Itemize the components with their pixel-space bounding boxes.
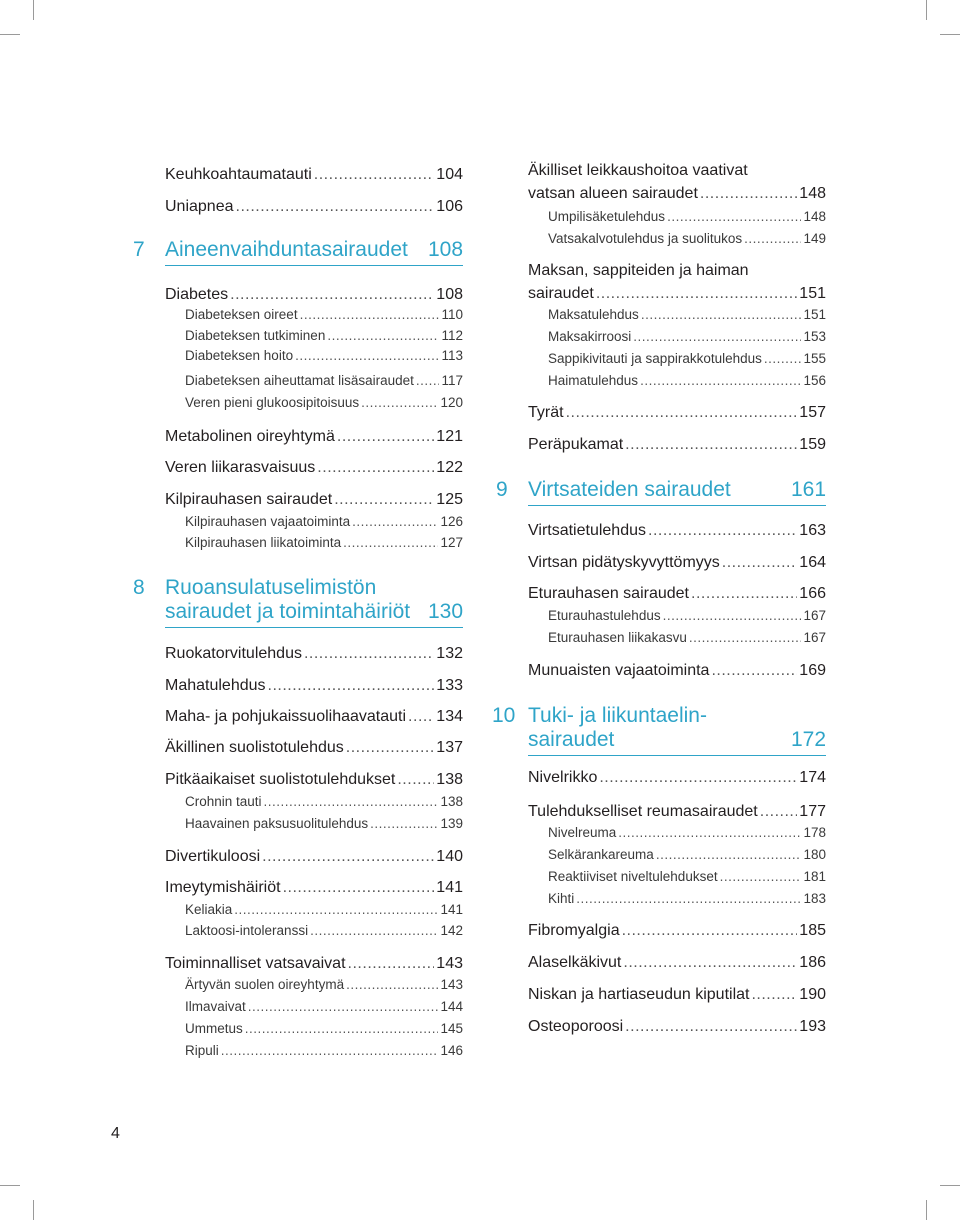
toc-entry-page: 155 (803, 351, 826, 366)
dot-leader (751, 986, 797, 1004)
toc-entry-title: Diabetes (165, 286, 229, 303)
toc-entry-title: Veren pieni glukoosipitoisuus (185, 395, 360, 410)
dot-leader (663, 608, 802, 623)
toc-entry-page: 151 (803, 307, 826, 322)
dot-leader (566, 404, 798, 422)
toc-entry-title: Pitkäaikaiset suolistotulehdukset (165, 771, 396, 788)
dot-leader (691, 585, 797, 603)
toc-entry-page: 164 (799, 554, 826, 571)
toc-entry-page: 143 (440, 977, 463, 992)
toc-entry-title: Maksakirroosi (548, 329, 632, 344)
toc-entry-title: Nivelrikko (528, 769, 598, 786)
toc-entry-page: 174 (799, 769, 826, 786)
toc-entry-title: Umpilisäketulehdus (548, 209, 666, 224)
toc-entry-title: Vatsakalvotulehdus ja suolitukos (548, 231, 743, 246)
dot-leader (744, 231, 801, 246)
section-number: 10 (492, 704, 516, 727)
toc-entry[interactable] (528, 662, 826, 680)
dot-leader (711, 662, 797, 680)
toc-entry-title: Äkillinen suolistotulehdus (165, 739, 344, 756)
toc-entry[interactable] (548, 869, 826, 884)
toc-entry-page: 142 (440, 923, 463, 938)
toc-entry-page: 180 (803, 847, 826, 862)
toc-entry-title: Eturauhasen liikakasvu (548, 630, 687, 645)
toc-entry-page: 167 (803, 608, 826, 623)
toc-entry[interactable] (548, 630, 826, 645)
toc-entry[interactable] (528, 954, 826, 972)
toc-entry-page: 163 (799, 522, 826, 539)
toc-entry-title: Imeytymishäiriöt (165, 879, 281, 896)
toc-entry-page: 139 (440, 816, 463, 831)
toc-entry-title: Virtsatietulehdus (528, 522, 646, 539)
toc-entry[interactable] (528, 522, 826, 540)
toc-entry-page: 134 (436, 708, 463, 725)
dot-leader (700, 185, 797, 203)
toc-entry-page: 146 (440, 1043, 463, 1058)
toc-entry[interactable] (548, 608, 826, 623)
toc-entry-title: Peräpukamat (528, 436, 624, 453)
page-number: 4 (111, 1125, 120, 1142)
dot-leader (720, 869, 802, 884)
dot-leader (596, 285, 797, 303)
dot-leader (625, 1018, 797, 1036)
section-underline (528, 505, 826, 506)
dot-leader (764, 351, 802, 366)
toc-entry-page: 138 (436, 771, 463, 788)
toc-entry-page: 193 (799, 1018, 826, 1035)
crop-mark (940, 1185, 960, 1186)
toc-entry-page: 177 (799, 803, 826, 820)
dot-leader (618, 825, 801, 840)
toc-entry-title: Sappikivitauti ja sappirakkotulehdus (548, 351, 762, 366)
toc-entry-title: Ripuli (185, 1043, 219, 1058)
toc-entry-title: Ärtyvän suolen oireyhtymä (185, 977, 345, 992)
section-page: 108 (428, 238, 464, 261)
toc-entry[interactable] (528, 922, 826, 940)
dot-leader (722, 554, 798, 572)
toc-entry-page: 190 (799, 986, 826, 1003)
toc-entry[interactable] (528, 1018, 826, 1036)
section-number: 8 (133, 576, 145, 599)
dot-leader (599, 769, 797, 787)
toc-entry[interactable] (548, 373, 826, 388)
section-page: 130 (428, 600, 464, 623)
toc-entry-title: Kilpirauhasen liikatoiminta (185, 535, 342, 550)
toc-entry-page: 157 (799, 404, 826, 421)
toc-entry-page: 159 (799, 436, 826, 453)
toc-entry-page: 120 (440, 395, 463, 410)
crop-mark (33, 1200, 34, 1220)
toc-entry[interactable] (548, 825, 826, 840)
toc-entry-page: 121 (436, 428, 463, 445)
section-title-line2: sairaudet (528, 728, 615, 751)
toc-entry-title: Metabolinen oireyhtymä (165, 428, 335, 445)
toc-entry-title: Selkärankareuma (548, 847, 654, 862)
section-title-line1: Tuki- ja liikuntaelin- (528, 704, 707, 727)
crop-mark (0, 1185, 20, 1186)
toc-entry-page: 167 (803, 630, 826, 645)
section-title: Aineenvaihduntasairaudet (165, 238, 408, 261)
section-title-line2: sairaudet ja toimintahäiriöt (165, 600, 411, 623)
toc-entry-title: Nivelreuma (548, 825, 617, 840)
toc-entry[interactable] (548, 351, 826, 366)
toc-entry-title: Kihti (548, 891, 575, 906)
section-page: 161 (791, 478, 827, 501)
toc-entry-title: Diabeteksen aiheuttamat lisäsairaudet (185, 373, 414, 388)
toc-entry-page: 148 (803, 209, 826, 224)
dot-leader (625, 436, 797, 454)
section-title-line1: Ruoansulatuselimistön (165, 576, 377, 599)
toc-entry-page: 108 (436, 286, 463, 303)
toc-entry-title: Maha- ja pohjukaissuolihaavatauti (165, 708, 407, 725)
toc-entry-title: Niskan ja hartiaseudun kiputilat (528, 986, 750, 1003)
dot-leader (667, 209, 801, 224)
toc-entry-title: Virtsan pidätyskyvyttömyys (528, 554, 720, 571)
dot-leader (689, 630, 802, 645)
dot-leader (641, 307, 802, 322)
toc-entry-title: Eturauhastulehdus (548, 608, 661, 623)
section-10-heading[interactable] (0, 704, 960, 760)
section-9-heading[interactable] (0, 478, 960, 508)
toc-entry[interactable] (548, 209, 826, 224)
toc-entry-title: Haimatulehdus (548, 373, 639, 388)
toc-entry-page: 145 (440, 1021, 463, 1036)
toc-entry-title: Ilmavaivat (185, 999, 246, 1014)
dot-leader (656, 847, 802, 862)
entry-heading-line: Äkilliset leikkaushoitoa vaativat (528, 162, 748, 179)
toc-entry-title: Reaktiiviset niveltulehdukset (548, 869, 718, 884)
toc-entry-page: 104 (436, 166, 463, 183)
toc-entry-title: Crohnin tauti (185, 794, 262, 809)
dot-leader (576, 891, 801, 906)
toc-entry-title: Tyrät (528, 404, 564, 421)
toc-entry[interactable] (548, 231, 826, 246)
toc-entry-title: Divertikuloosi (165, 848, 261, 865)
toc-entry[interactable] (548, 307, 826, 322)
toc-entry-page: 141 (440, 902, 463, 917)
toc-entry-page: 140 (436, 848, 463, 865)
toc-entry-title: Diabeteksen hoito (185, 348, 294, 363)
toc-entry-page: 117 (441, 373, 463, 388)
toc-entry-page: 133 (436, 677, 463, 694)
toc-entry-title: Alaselkäkivut (528, 954, 622, 971)
toc-entry-page: 153 (803, 329, 826, 344)
toc-entry-title: Eturauhasen sairaudet (528, 585, 689, 602)
toc-entry-title: Diabeteksen oireet (185, 307, 298, 322)
section-title: Virtsateiden sairaudet (528, 478, 731, 501)
toc-entry-page: 126 (440, 514, 463, 529)
toc-entry-page: 106 (436, 198, 463, 215)
dot-leader (623, 954, 797, 972)
toc-entry-page: 151 (799, 285, 826, 302)
toc-entry[interactable] (528, 554, 826, 572)
toc-entry-page: 137 (436, 739, 463, 756)
toc-entry-title: Laktoosi-intoleranssi (185, 923, 309, 938)
toc-entry-page: 144 (440, 999, 463, 1014)
toc-entry[interactable] (548, 329, 826, 344)
toc-entry-title: Diabeteksen tutkiminen (185, 328, 326, 343)
toc-entry-title: Toiminnalliset vatsavaivat (165, 955, 346, 972)
toc-entry-title: Osteoporoosi (528, 1018, 624, 1035)
toc-entry-page: 125 (436, 491, 463, 508)
toc-entry[interactable] (528, 404, 826, 422)
section-number: 9 (496, 478, 508, 501)
toc-entry-title: Haavainen paksusuolitulehdus (185, 816, 369, 831)
toc-entry-page: 185 (799, 922, 826, 939)
toc-entry-title: Maksatulehdus (548, 307, 639, 322)
dot-leader (622, 922, 798, 940)
toc-entry-title: Tulehdukselliset reumasairaudet (528, 803, 758, 820)
toc-entry[interactable] (528, 436, 826, 454)
dot-leader (648, 522, 797, 540)
toc-entry-title: Fibromyalgia (528, 922, 620, 939)
toc-entry-page: 149 (803, 231, 826, 246)
toc-entry[interactable] (548, 891, 826, 906)
toc-entry-page: 183 (803, 891, 826, 906)
toc-entry-page: 141 (436, 879, 463, 896)
entry-heading-line: Maksan, sappiteiden ja haiman (528, 262, 749, 279)
toc-entry[interactable] (528, 986, 826, 1004)
toc-entry[interactable] (528, 285, 826, 303)
toc-entry-page: 181 (803, 869, 826, 884)
toc-entry-page: 112 (441, 328, 463, 343)
toc-entry-title: Mahatulehdus (165, 677, 266, 694)
toc-entry-page: 166 (799, 585, 826, 602)
toc-entry-page: 127 (440, 535, 463, 550)
toc-entry-page: 148 (799, 185, 826, 202)
toc-entry-page: 113 (441, 348, 463, 363)
toc-entry-title: Kilpirauhasen sairaudet (165, 491, 333, 508)
toc-entry[interactable] (528, 185, 826, 203)
toc-entry-page: 132 (436, 645, 463, 662)
toc-entry-title: Keuhkoahtaumatauti (165, 166, 312, 183)
toc-entry-title: Keliakia (185, 902, 233, 917)
toc-entry-page: 169 (799, 662, 826, 679)
toc-entry-page: 186 (799, 954, 826, 971)
section-underline (528, 755, 826, 756)
toc-entry-page: 156 (803, 373, 826, 388)
toc-entry-page: 138 (440, 794, 463, 809)
section-page: 172 (791, 728, 827, 751)
toc-entry-title: Kilpirauhasen vajaatoiminta (185, 514, 351, 529)
toc-entry[interactable] (528, 803, 826, 821)
dot-leader (640, 373, 801, 388)
toc-entry-title: sairaudet (528, 285, 594, 302)
toc-entry-title: Veren liikarasvaisuus (165, 459, 316, 476)
toc-entry[interactable] (548, 847, 826, 862)
crop-mark (926, 1200, 927, 1220)
dot-leader (633, 329, 801, 344)
toc-entry-page: 122 (436, 459, 463, 476)
toc-entry-title: Ruokatorvitulehdus (165, 645, 302, 662)
dot-leader (760, 803, 798, 821)
toc-entry[interactable] (528, 769, 826, 787)
toc-entry-page: 110 (441, 307, 463, 322)
toc-entry-title: vatsan alueen sairaudet (528, 185, 698, 202)
toc-entry-title: Munuaisten vajaatoiminta (528, 662, 710, 679)
toc-entry-page: 178 (803, 825, 826, 840)
toc-entry-title: Ummetus (185, 1021, 243, 1036)
toc-entry-title: Uniapnea (165, 198, 234, 215)
toc-entry-page: 143 (436, 955, 463, 972)
section-number: 7 (133, 238, 145, 261)
toc-entry[interactable] (528, 585, 826, 603)
